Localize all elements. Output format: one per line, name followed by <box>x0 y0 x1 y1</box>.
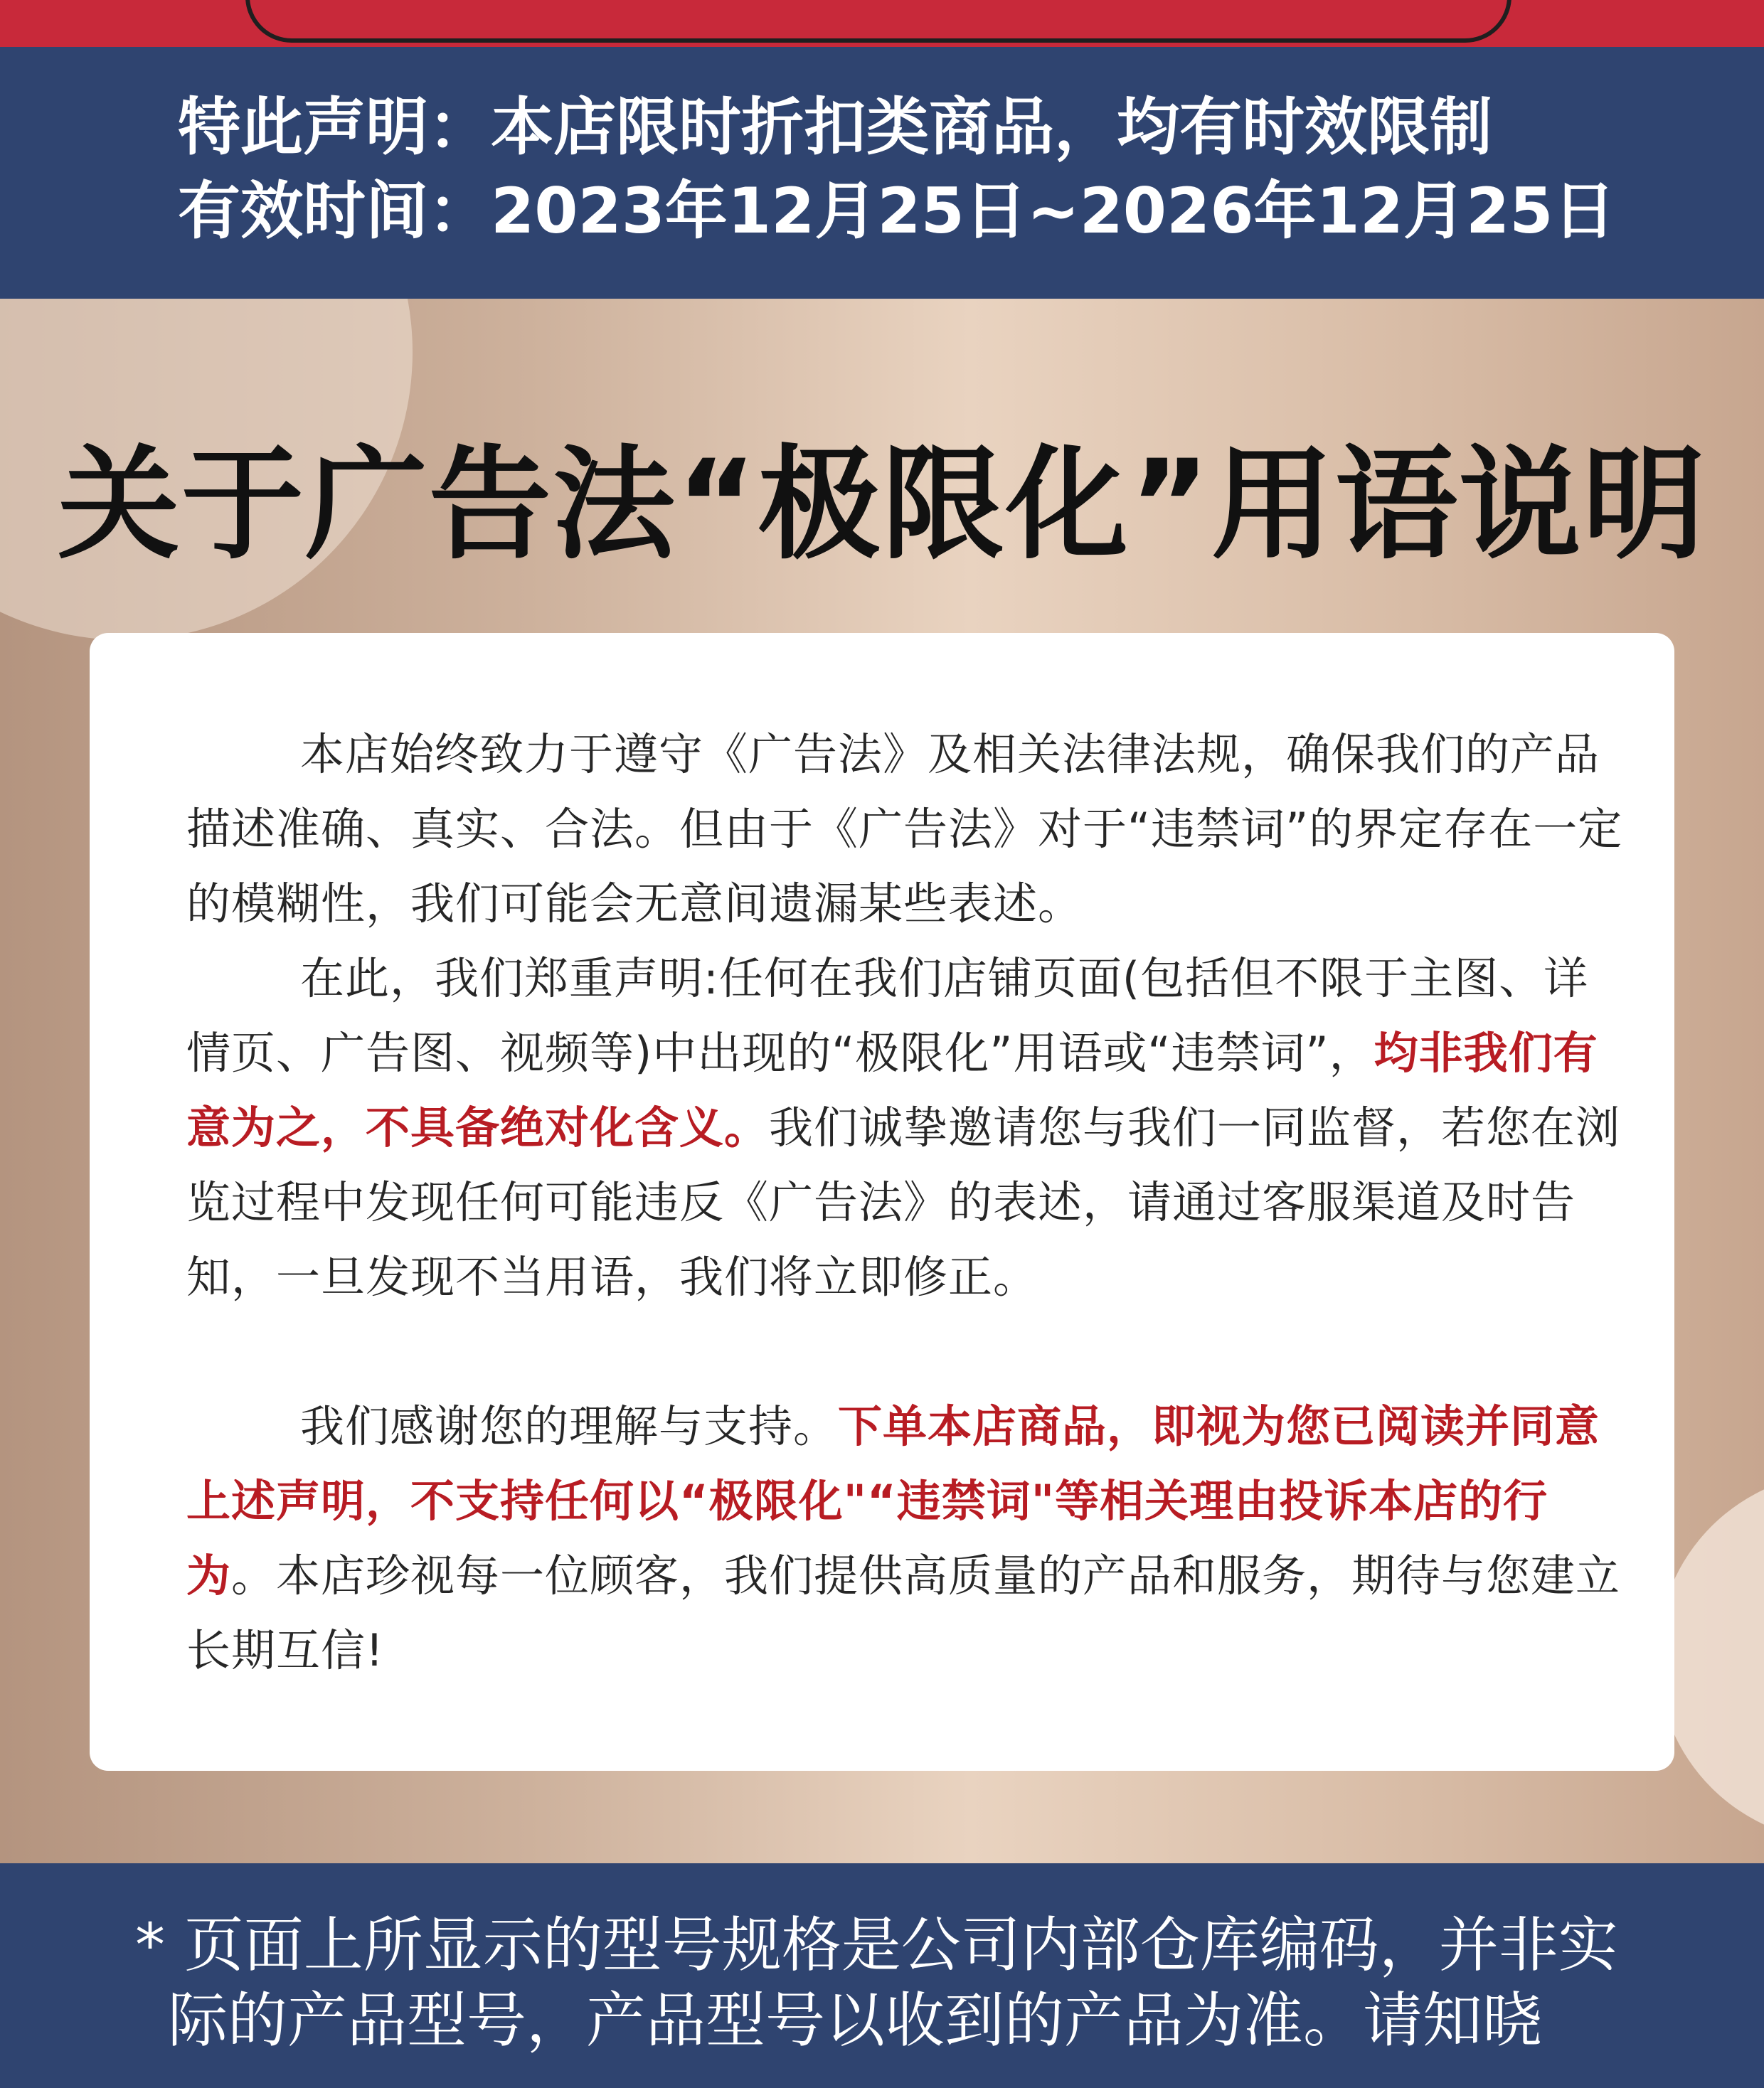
highlighted-text: 下单本店商品，即视为您已阅读并同意上述声明，不支持任何以“极限化"“违禁词"等相关理由投诉本店的行为 <box>186 1400 1600 1602</box>
ad-law-section <box>0 299 1764 1863</box>
statement-paragraph-3 <box>186 1389 1630 1688</box>
model-notice-line-2: 际的产品型号，产品型号以收到的产品为准。请知晓 <box>168 1986 1543 2055</box>
validity-statement: 特此声明：本店限时折扣类商品，均有时效限制 <box>178 90 1493 164</box>
paragraph-text: 。本店珍视每一位顾客，我们提供高质量的产品和服务，期待与您建立长期互信! <box>186 1550 1621 1676</box>
paragraph-text: 在此，我们郑重声明:任何在我们店铺页面(包括但不限于主图、详情页、广告图、视频等)中出现的“极限化”用语或“违禁词”， <box>186 952 1589 1079</box>
validity-notice <box>0 47 1764 299</box>
top-banner-strip <box>0 0 1764 47</box>
paragraph-text: 我们感谢您的理解与支持。 <box>300 1400 839 1452</box>
paragraph-text: 我们诚挚邀请您与我们一同监督，若您在浏览过程中发现任何可能违反《广告法》的表述，请通过客服渠道及时告知，一旦发现不当用语，我们将立即修正。 <box>186 1102 1621 1303</box>
page-title: 关于广告法“极限化”用语说明 <box>57 433 1707 576</box>
statement-paragraph-2 <box>186 941 1630 1314</box>
paragraph-text: 本店始终致力于遵守《广告法》及相关法律法规，确保我们的产品描述准确、真实、合法。但由于《广告法》对于“违禁词”的界定存在一定的模糊性，我们可能会无意间遗漏某些表述。 <box>186 728 1623 930</box>
model-notice-line-1: * 页面上所显示的型号规格是公司内部仓库编码，并非实 <box>135 1910 1618 1980</box>
validity-period: 有效时间：2023年12月25日~2026年12月25日 <box>178 174 1616 247</box>
model-code-notice <box>0 1863 1764 2088</box>
highlighted-text: 均非我们有意为之，不具备绝对化含义。 <box>186 1027 1598 1154</box>
statement-card <box>90 633 1674 1771</box>
top-banner-pill <box>245 0 1511 43</box>
statement-paragraph-1 <box>186 717 1630 941</box>
